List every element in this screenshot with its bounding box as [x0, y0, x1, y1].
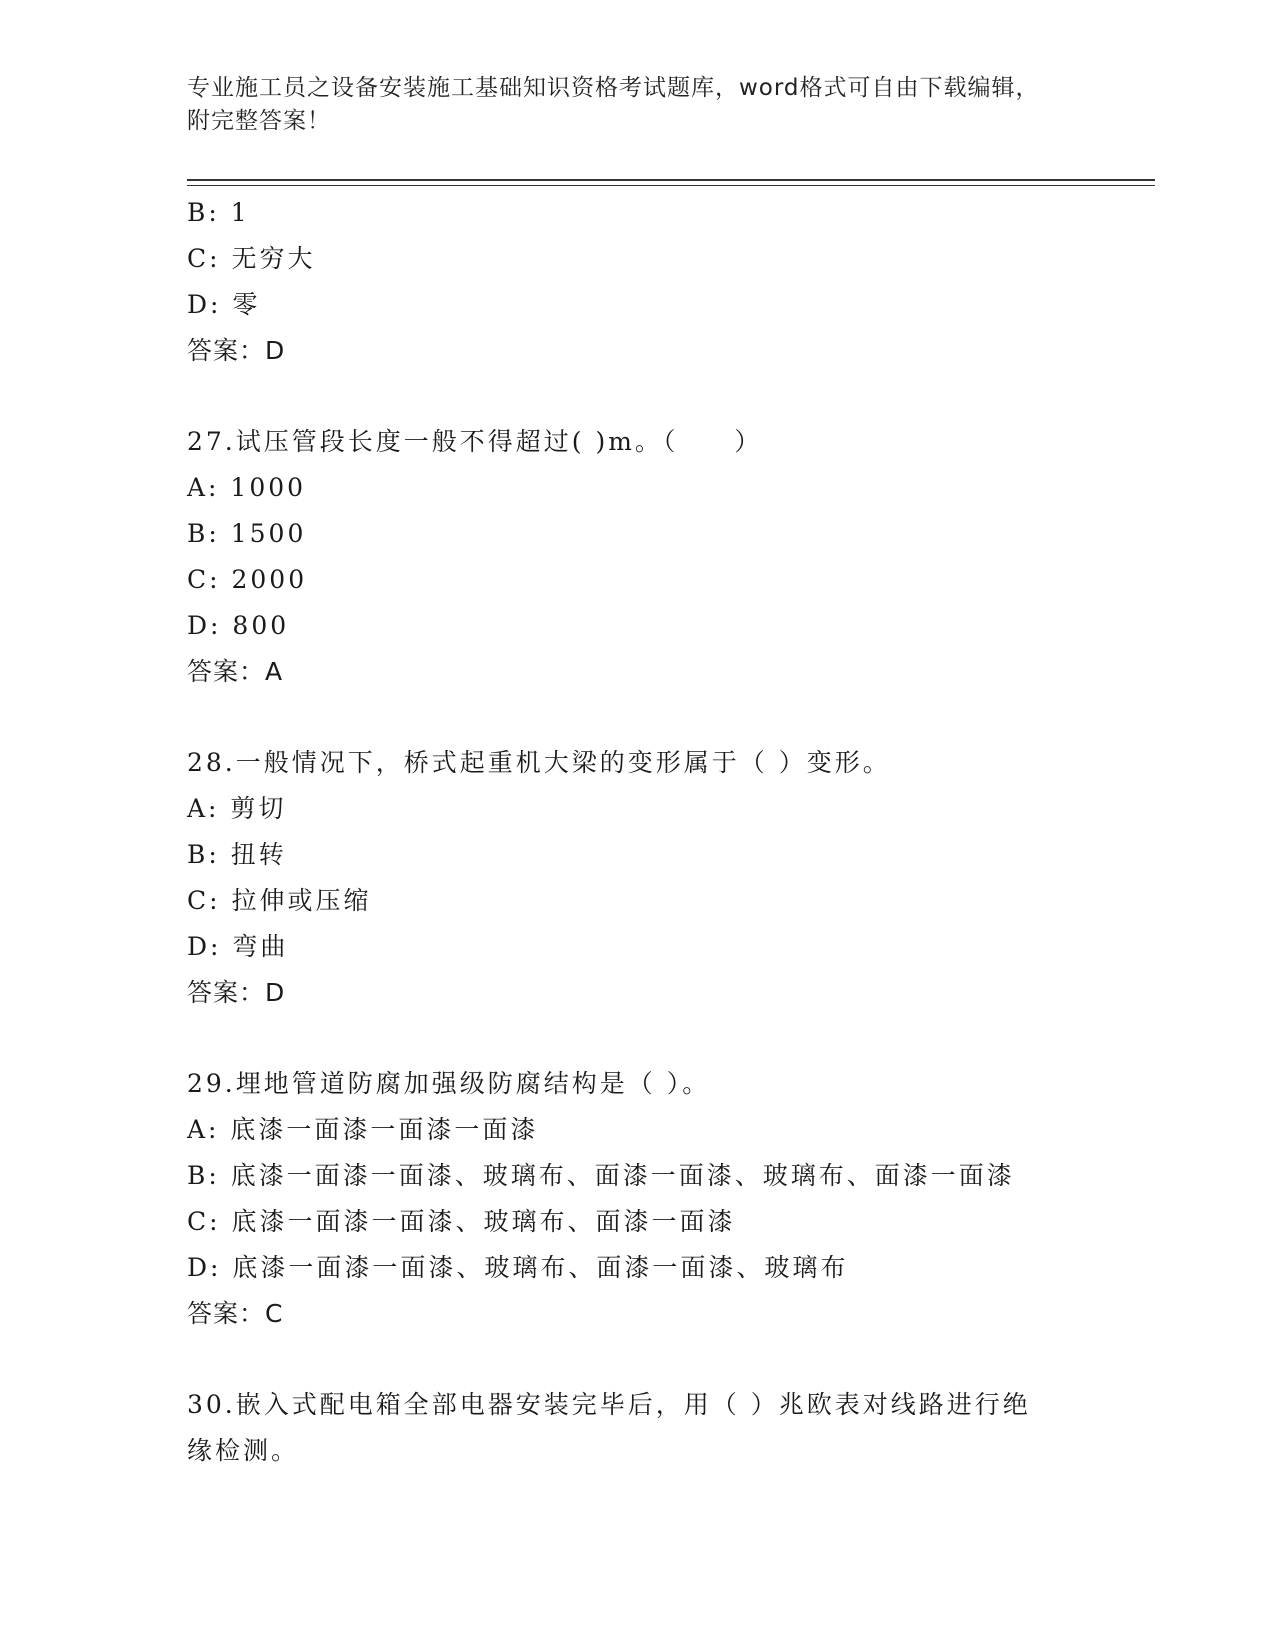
- option-d: D: 800: [187, 611, 290, 640]
- option-c: C: 拉伸或压缩: [187, 886, 372, 915]
- answer-label: 答案：D: [187, 336, 286, 365]
- question-30: [187, 1382, 1087, 1474]
- header-line-1: 专业施工员之设备安装施工基础知识资格考试题库，word格式可自由下载编辑，: [187, 75, 1040, 101]
- option-c: C: 底漆一面漆一面漆、玻璃布、面漆一面漆: [187, 1207, 736, 1236]
- question-29: [187, 1061, 1087, 1337]
- option-a: A: 底漆一面漆一面漆一面漆: [187, 1115, 539, 1144]
- question-text-line-2: 缘检测。: [187, 1436, 300, 1465]
- option-d: D: 弯曲: [187, 932, 289, 961]
- option-c: C: 2000: [187, 565, 308, 594]
- question-text-line-1: 30.嵌入式配电箱全部电器安装完毕后，用（ ）兆欧表对线路进行绝: [187, 1390, 1031, 1419]
- option-c: C: 无穷大: [187, 244, 316, 273]
- question-text: 29.埋地管道防腐加强级防腐结构是（ ）。: [187, 1069, 711, 1098]
- option-b: B: 1: [187, 198, 250, 227]
- option-b: B: 底漆一面漆一面漆、玻璃布、面漆一面漆、玻璃布、面漆一面漆: [187, 1161, 1015, 1190]
- option-a: A: 剪切: [187, 794, 287, 823]
- question-text: 28.一般情况下，桥式起重机大梁的变形属于（ ）变形。: [187, 748, 891, 777]
- answer-label: 答案：A: [187, 657, 284, 686]
- option-a: A: 1000: [187, 473, 307, 502]
- question-26: [187, 190, 1087, 374]
- answer-label: 答案：C: [187, 1299, 284, 1328]
- question-28: [187, 740, 1087, 1016]
- question-list: [187, 190, 1087, 1474]
- header-line-2: 附完整答案！: [187, 108, 331, 134]
- option-d: D: 零: [187, 290, 261, 319]
- header-divider: [187, 179, 1155, 181]
- question-27: [187, 419, 1087, 695]
- option-d: D: 底漆一面漆一面漆、玻璃布、面漆一面漆、玻璃布: [187, 1253, 849, 1282]
- question-text: 27.试压管段长度一般不得超过( )m。（ ）: [187, 427, 763, 456]
- option-b: B: 扭转: [187, 840, 287, 869]
- document-header: [187, 72, 1087, 138]
- header-divider-thin: [187, 185, 1155, 186]
- option-b: B: 1500: [187, 519, 307, 548]
- answer-label: 答案：D: [187, 978, 286, 1007]
